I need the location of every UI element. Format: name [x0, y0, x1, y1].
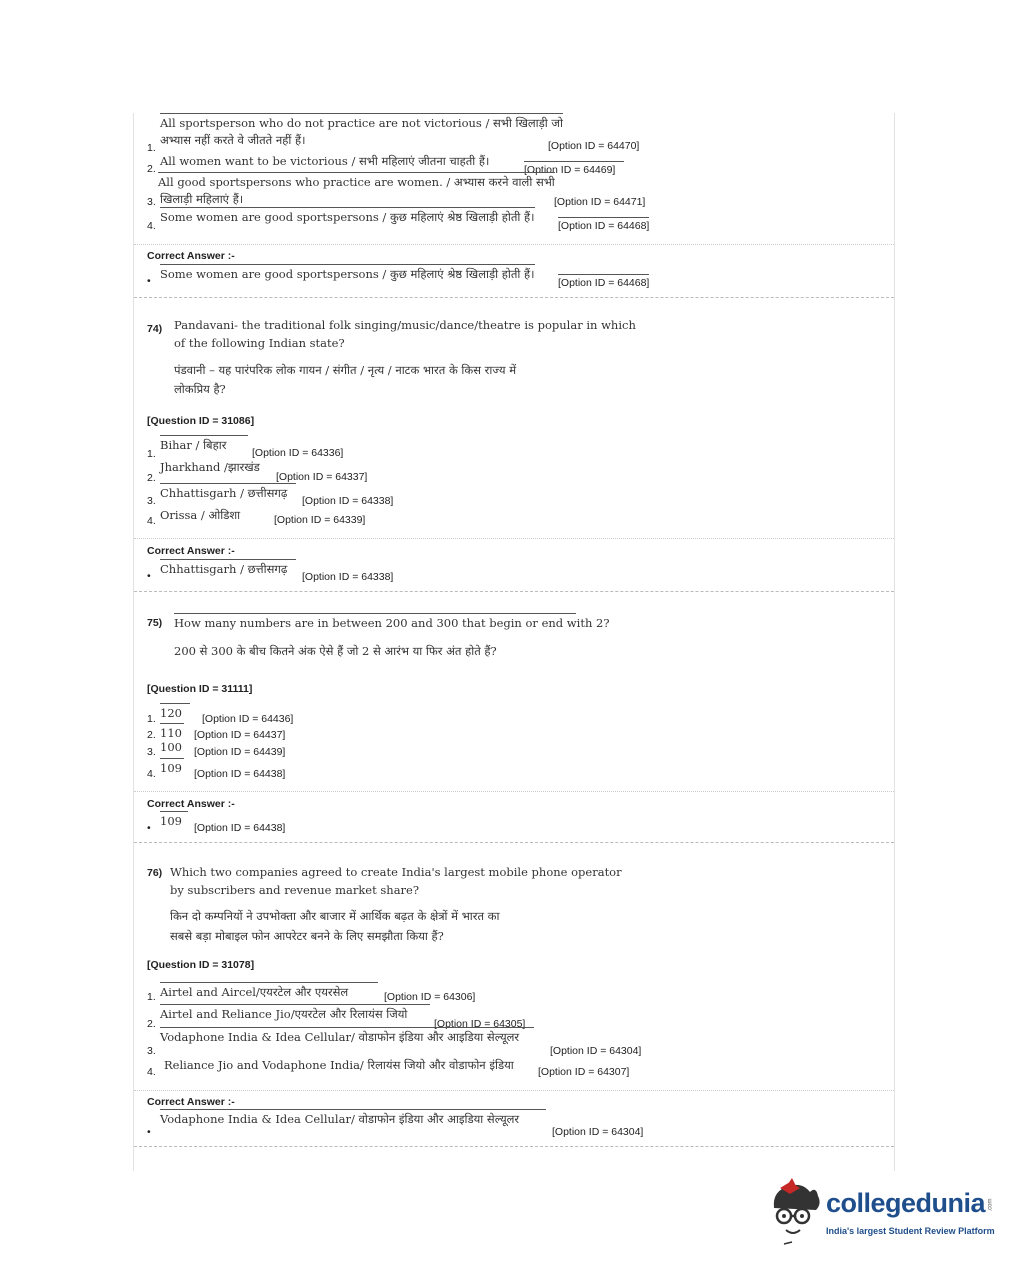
q74-correct-id: [Option ID = 64338]: [302, 571, 394, 583]
q75-option-2-number: 2.: [147, 729, 156, 741]
q73-option-1-id: [Option ID = 64470]: [548, 140, 640, 152]
mascot-icon: [766, 1178, 826, 1248]
q76-option-3-text: Vodaphone India & Idea Cellular/ वोडाफोन इंडिया और आइडिया सेल्यूलर: [160, 1027, 534, 1045]
q76-question-hi-line2: सबसे बड़ा मोबाइल फोन आपरेटर बनने के लिए समझौता किया हैं?: [170, 929, 444, 943]
q73-correct-text: Some women are good sportspersons / कुछ महिलाएं श्रेष्ठ खिलाड़ी होती हैं।: [160, 264, 535, 282]
q74-option-2-text: Jharkhand /झारखंड: [160, 460, 260, 474]
q75-option-2-id: [Option ID = 64437]: [194, 729, 286, 741]
q73-option-1-number: 1.: [147, 142, 156, 154]
q74-question-en: Pandavani- the traditional folk singing/music/dance/theatre is popular in which: [174, 318, 636, 332]
q74-option-1-id: [Option ID = 64336]: [252, 447, 344, 459]
question-separator: [134, 591, 894, 592]
q73-correct-id: [Option ID = 64468]: [558, 274, 649, 289]
q75-option-1-text: 120: [160, 703, 190, 720]
q73-option-4-id: [Option ID = 64468]: [558, 217, 649, 232]
q74-question-hi-line2: लोकप्रिय है?: [174, 382, 226, 396]
q76-option-3-number: 3.: [147, 1045, 156, 1057]
q73-option-4-text: Some women are good sportspersons / कुछ महिलाएं श्रेष्ठ खिलाड़ी होती हैं।: [160, 207, 535, 225]
q76-option-1-text: Airtel and Aircel/एयरटेल और एयरसेल: [160, 982, 378, 1000]
brand-suffix: .com: [987, 1198, 994, 1212]
q74-correct-label: Correct Answer :-: [147, 545, 235, 557]
q74-option-4-text: Orissa / ओडिशा: [160, 508, 241, 522]
divider: [134, 538, 894, 539]
q74-question-hi: पंडवानी – यह पारंपरिक लोक गायन / संगीत / नृत्य / नाटक भारत के किस राज्य में: [174, 363, 517, 377]
q73-option-4-number: 4.: [147, 220, 156, 232]
q75-question-id: [Question ID = 31111]: [147, 683, 253, 695]
question-separator: [134, 842, 894, 843]
q74-number: 74): [147, 323, 163, 335]
q73-option-3-id: [Option ID = 64471]: [554, 196, 646, 208]
q75-question-hi: 200 से 300 के बीच कितने अंक ऐसे हैं जो 2 से आरंभ या फिर अंत होते हैं?: [174, 644, 497, 658]
q76-question-en-line2: by subscribers and revenue market share?: [170, 883, 420, 897]
q74-option-1-text: Bihar / बिहार: [160, 435, 248, 453]
q76-option-2-id: [Option ID = 64305]: [434, 1018, 526, 1030]
q75-option-3-number: 3.: [147, 746, 156, 758]
q76-option-4-text: Reliance Jio and Vodaphone India/ रिलायंस जियो और वोडाफोन इंडिया: [164, 1058, 514, 1072]
q75-correct-label: Correct Answer :-: [147, 798, 235, 810]
q75-correct-id: [Option ID = 64438]: [194, 822, 286, 834]
question-separator: [134, 1146, 894, 1147]
q75-correct-text: 109: [160, 811, 188, 828]
q74-option-3-text: Chhattisgarh / छत्तीसगढ़: [160, 483, 296, 501]
q75-option-3-text: 100: [160, 740, 182, 754]
q74-correct-bullet: •: [147, 570, 151, 582]
q75-question-en: How many numbers are in between 200 and 300 that begin or end with 2?: [174, 613, 576, 630]
q74-option-4-id: [Option ID = 64339]: [274, 514, 366, 526]
exam-page: [133, 113, 895, 1171]
q73-option-2-text: All women want to be victorious / सभी महिलाएं जीतना चाहती हैं।: [160, 154, 490, 168]
q75-option-4-text: 109: [160, 758, 184, 775]
q76-option-3-id: [Option ID = 64304]: [550, 1045, 642, 1057]
q73-correct-bullet: •: [147, 275, 151, 287]
q76-option-1-number: 1.: [147, 991, 156, 1003]
q76-question-en: Which two companies agreed to create India's largest mobile phone operator: [170, 865, 622, 879]
divider: [134, 791, 894, 792]
q76-correct-text: Vodaphone India & Idea Cellular/ वोडाफोन इंडिया और आइडिया सेल्यूलर: [160, 1109, 546, 1127]
brand-tagline: India's largest Student Review Platform: [826, 1226, 995, 1236]
q75-option-1-id: [Option ID = 64436]: [202, 713, 294, 725]
q74-option-2-number: 2.: [147, 472, 156, 484]
q75-option-2-text: 110: [160, 723, 184, 740]
q76-correct-bullet: •: [147, 1126, 151, 1138]
q74-correct-text: Chhattisgarh / छत्तीसगढ़: [160, 559, 296, 577]
q76-option-2-text: Airtel and Reliance Jio/एयरटेल और रिलायंस जियो: [160, 1004, 430, 1022]
q74-option-4-number: 4.: [147, 515, 156, 527]
question-separator: [134, 297, 894, 298]
q75-option-4-number: 4.: [147, 768, 156, 780]
q73-option-3-number: 3.: [147, 196, 156, 208]
divider: [134, 244, 894, 245]
q75-correct-bullet: •: [147, 822, 151, 834]
q73-option-1-text-line2: अभ्यास नहीं करते वे जीतते नहीं हैं।: [160, 133, 306, 147]
q75-option-4-id: [Option ID = 64438]: [194, 768, 286, 780]
q74-option-1-number: 1.: [147, 448, 156, 460]
q74-option-2-id: [Option ID = 64337]: [276, 471, 368, 483]
q76-option-2-number: 2.: [147, 1018, 156, 1030]
q73-option-2-id: [Option ID = 64469]: [524, 161, 624, 176]
q73-option-2-number: 2.: [147, 163, 156, 175]
q76-option-4-number: 4.: [147, 1066, 156, 1078]
q76-correct-id: [Option ID = 64304]: [552, 1126, 644, 1138]
q75-number: 75): [147, 617, 163, 629]
q74-question-id: [Question ID = 31086]: [147, 415, 255, 427]
q73-correct-label: Correct Answer :-: [147, 250, 235, 262]
q76-correct-label: Correct Answer :-: [147, 1096, 235, 1108]
divider: [134, 1090, 894, 1091]
q73-option-3-text-line2: खिलाड़ी महिलाएं हैं।: [160, 192, 244, 206]
q74-option-3-id: [Option ID = 64338]: [302, 495, 394, 507]
q76-option-4-id: [Option ID = 64307]: [538, 1066, 630, 1078]
collegedunia-logo: [766, 1178, 996, 1248]
q75-option-3-id: [Option ID = 64439]: [194, 746, 286, 758]
q75-option-1-number: 1.: [147, 713, 156, 725]
q74-question-en-line2: of the following Indian state?: [174, 336, 345, 350]
q73-option-3-text: All good sportspersons who practice are women. / अभ्यास करने वाली सभी: [158, 172, 555, 190]
brand-name: collegedunia: [826, 1188, 986, 1218]
q74-option-3-number: 3.: [147, 495, 156, 507]
q76-number: 76): [147, 867, 163, 879]
q76-question-hi: किन दो कम्पनियों ने उपभोक्ता और बाजार में आर्थिक बढ़त के क्षेत्रों में भारत का: [170, 909, 500, 923]
q73-option-1-text: All sportsperson who do not practice are not victorious / सभी खिलाड़ी जो: [160, 113, 563, 131]
q76-question-id: [Question ID = 31078]: [147, 959, 255, 971]
q76-option-1-id: [Option ID = 64306]: [384, 991, 476, 1003]
